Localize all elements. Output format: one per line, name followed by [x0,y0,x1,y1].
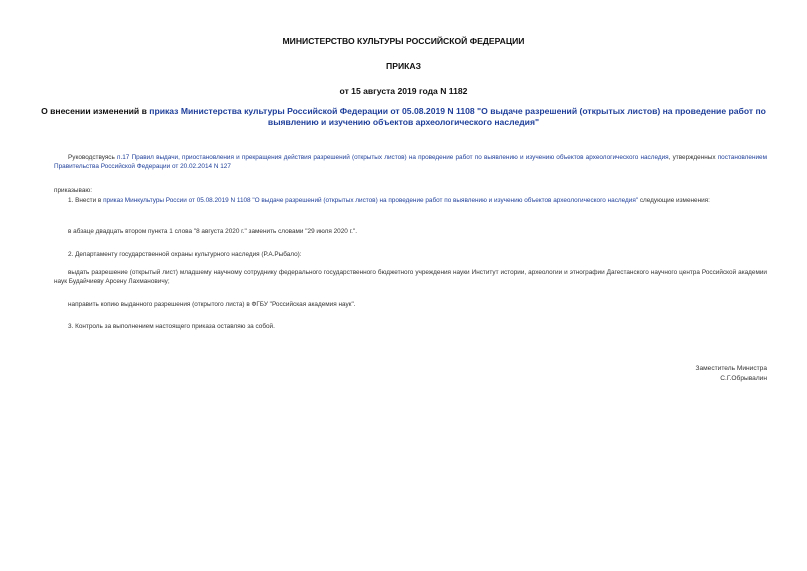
document-date-number: от 15 августа 2019 года N 1182 [339,86,468,96]
basis-mid: , утвержденных [668,154,718,161]
paragraph-item-1 [54,196,767,205]
paragraph-amendment: в абзаце двадцать втором пункта 1 слова "8 августа 2020 г." заменить словами "29 июля 2020 г.". [68,228,357,235]
signature-block [695,364,767,384]
government-decree-link[interactable]: постановлением Правительства Российской Федерации от 20.02.2014 N 127 [54,154,767,171]
subject-order-link[interactable]: приказ Министерства культуры Российской Федерации от 05.08.2019 N 1108 "О выдаче разрешений (открытых листов) на проведение работ по выявлению и изучению объектов археологического наследия" [149,106,766,127]
document-type: ПРИКАЗ [386,61,421,71]
rules-link[interactable]: п.17 Правил выдачи, приостановления и прекращения действия разрешений (открытых листов) на проведение работ по выявлению и изучению объектов археологического наследия [117,154,669,161]
basis-prefix: Руководствуясь [68,154,117,161]
subject-prefix: О внесении изменений в [41,106,150,116]
paragraph-item-2: 2. Департаменту государственной охраны культурного наследия (Р.А.Рыбало): [68,251,302,258]
paragraph-send-copy: направить копию выданного разрешения (открытого листа) в ФГБУ "Российская академия наук". [68,301,356,308]
paragraph-issue-permit: выдать разрешение (открытый лист) младшему научному сотруднику федерального государственного бюджетного учреждения науки Институт истории, археологии и этнографии Дагестанского научного центра Российской академии наук Будайчиеву Арсену Лахмановичу; [54,269,767,286]
signer-name: С.Г.Обрывалин [720,375,767,382]
document-subject [40,106,767,128]
paragraph-order-word: приказываю: [54,187,92,194]
item-1-suffix: следующие изменения: [638,197,710,204]
paragraph-basis [54,153,767,172]
paragraph-item-3: 3. Контроль за выполнением настоящего приказа оставляю за собой. [68,323,275,330]
item-1-prefix: 1. Внести в [68,197,104,204]
signer-position: Заместитель Министра [695,365,767,372]
ministry-title: МИНИСТЕРСТВО КУЛЬТУРЫ РОССИЙСКОЙ ФЕДЕРАЦИИ [282,36,525,46]
order-1108-link[interactable]: приказ Минкультуры России от 05.08.2019 N 1108 "О выдаче разрешений (открытых листов) на проведение работ по выявлению и изучению объектов археологического наследия" [103,197,639,204]
